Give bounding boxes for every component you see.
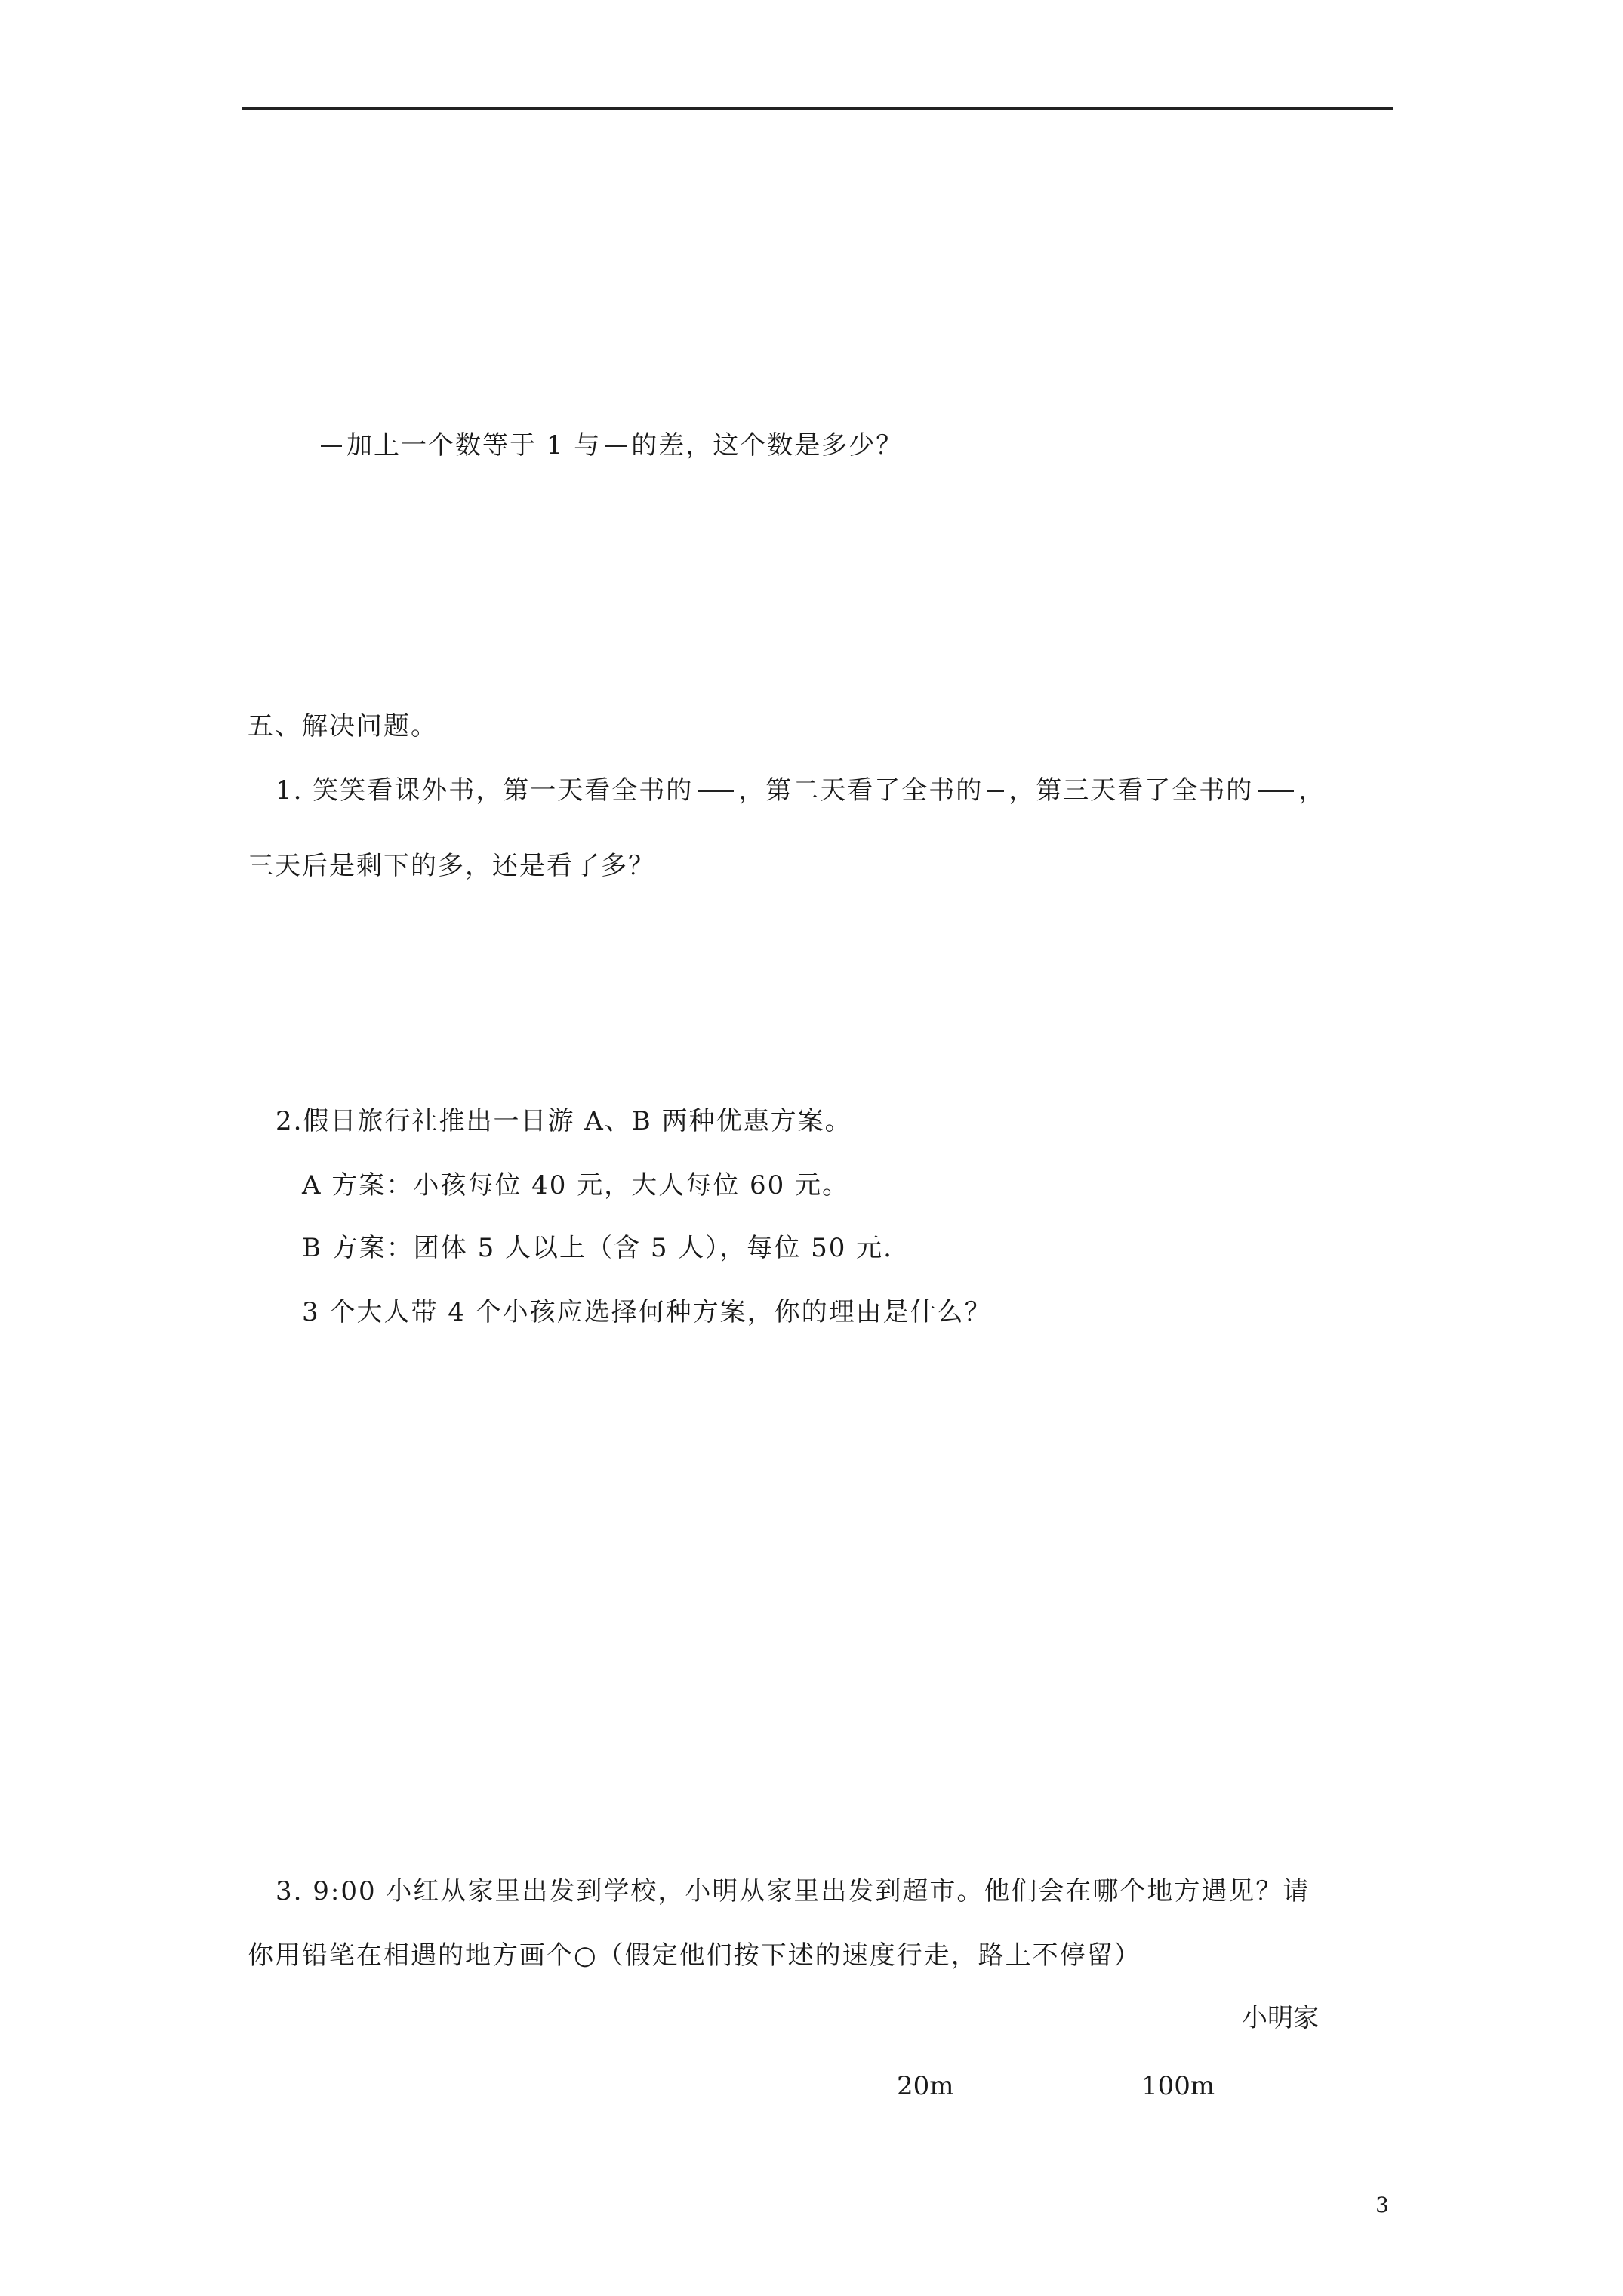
page-number: 3 [1375,2193,1389,2217]
fraction-bar [1258,790,1294,792]
map-distance-label: 100m [1141,2071,1215,2101]
q1-line1-a: 1. 笑笑看课外书，第一天看全书的 [276,775,694,806]
fraction-bar [605,445,627,447]
q2-question: 3 个大人带 4 个小孩应选择何种方案，你的理由是什么？ [302,1297,992,1327]
q3-line2: 你用铅笔在相遇的地方画个○（假定他们按下述的速度行走，路上不停留） [248,1940,1141,1971]
fraction-question [321,430,903,461]
section-title: 五、解决问题。 [248,711,438,741]
q2-plan-a: A 方案：小孩每位 40 元，大人每位 60 元。 [302,1170,850,1200]
q1-line1 [276,775,1326,806]
map-label-xiaoming-home: 小明家 [1242,2003,1319,2033]
q1-line2: 三天后是剩下的多，还是看了多？ [248,851,655,881]
q1-line1-end: ， [1298,775,1326,806]
fraction-bar [321,445,342,447]
fraction-question-part2: 的差，这个数是多少？ [631,430,904,461]
q1-line1-b: ，第二天看了全书的 [738,775,984,806]
q2-plan-b: B 方案：团体 5 人以上（含 5 人），每位 50 元. [302,1233,893,1263]
fraction-bar [698,790,734,792]
q2-intro: 2.假日旅行社推出一日游 A、B 两种优惠方案。 [276,1106,852,1136]
q3-line1: 3. 9:00 小红从家里出发到学校，小明从家里出发到超市。他们会在哪个地方遇见？请 [276,1876,1310,1906]
fraction-question-part1: 加上一个数等于 1 与 [346,430,602,461]
header-rule [242,107,1393,110]
fraction-bar [987,790,1004,792]
map-distance-label: 20m [897,2071,954,2101]
q1-line1-c: ，第三天看了全书的 [1009,775,1254,806]
